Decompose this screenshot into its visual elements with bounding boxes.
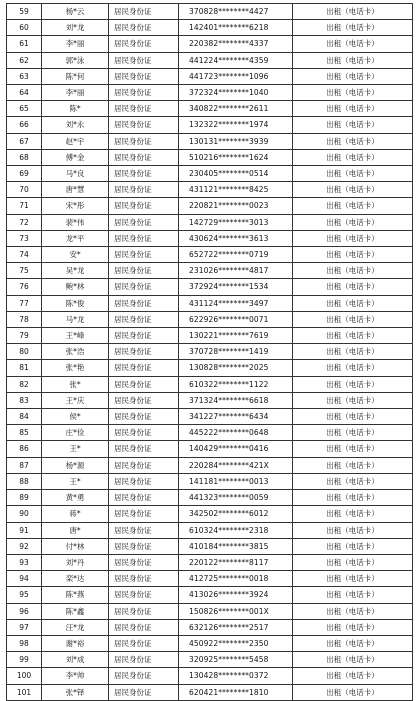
id-number-cell: 413026********3924 bbox=[179, 587, 293, 603]
table-row bbox=[7, 571, 413, 587]
name-cell: 陈*燕 bbox=[42, 587, 109, 603]
table-row bbox=[7, 166, 413, 182]
table-row bbox=[7, 344, 413, 360]
id-number-cell: 610324********2318 bbox=[179, 522, 293, 538]
name-cell: 裴*伟 bbox=[42, 214, 109, 230]
id-type-cell: 居民身份证 bbox=[109, 198, 179, 214]
name-cell: 傅*金 bbox=[42, 149, 109, 165]
row-number-cell: 75 bbox=[7, 263, 42, 279]
id-number-cell: 412725********0018 bbox=[179, 571, 293, 587]
table-row bbox=[7, 230, 413, 246]
table-row bbox=[7, 68, 413, 84]
table-body bbox=[7, 4, 413, 701]
id-number-cell: 142729********3013 bbox=[179, 214, 293, 230]
id-type-cell: 居民身份证 bbox=[109, 635, 179, 651]
id-number-cell: 220382********4337 bbox=[179, 36, 293, 52]
name-cell: 李*丽 bbox=[42, 85, 109, 101]
table-row bbox=[7, 36, 413, 52]
table-row bbox=[7, 263, 413, 279]
usage-cell: 出租（电话卡） bbox=[293, 457, 413, 473]
id-number-cell: 510216********1624 bbox=[179, 149, 293, 165]
id-number-cell: 230405********0514 bbox=[179, 166, 293, 182]
row-number-cell: 86 bbox=[7, 441, 42, 457]
name-cell: 王* bbox=[42, 473, 109, 489]
id-type-cell: 居民身份证 bbox=[109, 652, 179, 668]
usage-cell: 出租（电话卡） bbox=[293, 441, 413, 457]
name-cell: 杨*云 bbox=[42, 4, 109, 20]
name-cell: 吴*龙 bbox=[42, 263, 109, 279]
id-number-cell: 220284********421X bbox=[179, 457, 293, 473]
id-number-cell: 610322********1122 bbox=[179, 376, 293, 392]
id-type-cell: 居民身份证 bbox=[109, 619, 179, 635]
row-number-cell: 63 bbox=[7, 68, 42, 84]
table-row bbox=[7, 117, 413, 133]
usage-cell: 出租（电话卡） bbox=[293, 295, 413, 311]
table-row bbox=[7, 522, 413, 538]
usage-cell: 出租（电话卡） bbox=[293, 85, 413, 101]
row-number-cell: 70 bbox=[7, 182, 42, 198]
row-number-cell: 95 bbox=[7, 587, 42, 603]
usage-cell: 出租（电话卡） bbox=[293, 522, 413, 538]
id-type-cell: 居民身份证 bbox=[109, 20, 179, 36]
row-number-cell: 87 bbox=[7, 457, 42, 473]
row-number-cell: 85 bbox=[7, 425, 42, 441]
name-cell: 张*铎 bbox=[42, 684, 109, 700]
id-type-cell: 居民身份证 bbox=[109, 684, 179, 700]
usage-cell: 出租（电话卡） bbox=[293, 409, 413, 425]
row-number-cell: 66 bbox=[7, 117, 42, 133]
usage-cell: 出租（电话卡） bbox=[293, 133, 413, 149]
table-row bbox=[7, 101, 413, 117]
table-row bbox=[7, 392, 413, 408]
usage-cell: 出租（电话卡） bbox=[293, 230, 413, 246]
id-number-cell: 220821********0023 bbox=[179, 198, 293, 214]
id-type-cell: 居民身份证 bbox=[109, 247, 179, 263]
table-row bbox=[7, 360, 413, 376]
id-type-cell: 居民身份证 bbox=[109, 425, 179, 441]
id-number-cell: 142401********6218 bbox=[179, 20, 293, 36]
usage-cell: 出租（电话卡） bbox=[293, 214, 413, 230]
table-row bbox=[7, 85, 413, 101]
row-number-cell: 59 bbox=[7, 4, 42, 20]
usage-cell: 出租（电话卡） bbox=[293, 587, 413, 603]
row-number-cell: 65 bbox=[7, 101, 42, 117]
table-row bbox=[7, 441, 413, 457]
usage-cell: 出租（电话卡） bbox=[293, 311, 413, 327]
row-number-cell: 71 bbox=[7, 198, 42, 214]
name-cell: 刘*龙 bbox=[42, 20, 109, 36]
name-cell: 侯* bbox=[42, 409, 109, 425]
row-number-cell: 76 bbox=[7, 279, 42, 295]
row-number-cell: 94 bbox=[7, 571, 42, 587]
id-number-cell: 140429********0416 bbox=[179, 441, 293, 457]
name-cell: 马*良 bbox=[42, 166, 109, 182]
name-cell: 赵*宇 bbox=[42, 133, 109, 149]
row-number-cell: 61 bbox=[7, 36, 42, 52]
name-cell: 陈*何 bbox=[42, 68, 109, 84]
usage-cell: 出租（电话卡） bbox=[293, 376, 413, 392]
id-type-cell: 居民身份证 bbox=[109, 36, 179, 52]
table-row bbox=[7, 149, 413, 165]
usage-cell: 出租（电话卡） bbox=[293, 263, 413, 279]
name-cell: 陈*俊 bbox=[42, 295, 109, 311]
row-number-cell: 72 bbox=[7, 214, 42, 230]
id-number-cell: 445222********0648 bbox=[179, 425, 293, 441]
table-row bbox=[7, 619, 413, 635]
usage-cell: 出租（电话卡） bbox=[293, 490, 413, 506]
id-type-cell: 居民身份证 bbox=[109, 668, 179, 684]
id-number-cell: 130131********3939 bbox=[179, 133, 293, 149]
row-number-cell: 69 bbox=[7, 166, 42, 182]
table-row bbox=[7, 635, 413, 651]
name-cell: 张* bbox=[42, 376, 109, 392]
id-number-cell: 320925********5458 bbox=[179, 652, 293, 668]
usage-cell: 出租（电话卡） bbox=[293, 101, 413, 117]
id-number-cell: 431124********3497 bbox=[179, 295, 293, 311]
usage-cell: 出租（电话卡） bbox=[293, 52, 413, 68]
id-number-cell: 450922********2350 bbox=[179, 635, 293, 651]
row-number-cell: 96 bbox=[7, 603, 42, 619]
id-type-cell: 居民身份证 bbox=[109, 68, 179, 84]
id-number-cell: 340822********2611 bbox=[179, 101, 293, 117]
table-row bbox=[7, 409, 413, 425]
id-type-cell: 居民身份证 bbox=[109, 506, 179, 522]
id-type-cell: 居民身份证 bbox=[109, 587, 179, 603]
usage-cell: 出租（电话卡） bbox=[293, 684, 413, 700]
id-number-cell: 410184********3815 bbox=[179, 538, 293, 554]
row-number-cell: 98 bbox=[7, 635, 42, 651]
usage-cell: 出租（电话卡） bbox=[293, 344, 413, 360]
name-cell: 谢*裕 bbox=[42, 635, 109, 651]
id-type-cell: 居民身份证 bbox=[109, 230, 179, 246]
usage-cell: 出租（电话卡） bbox=[293, 538, 413, 554]
id-type-cell: 居民身份证 bbox=[109, 166, 179, 182]
id-number-cell: 130221********7619 bbox=[179, 328, 293, 344]
usage-cell: 出租（电话卡） bbox=[293, 182, 413, 198]
usage-cell: 出租（电话卡） bbox=[293, 571, 413, 587]
id-type-cell: 居民身份证 bbox=[109, 133, 179, 149]
id-number-cell: 141181********0013 bbox=[179, 473, 293, 489]
id-number-cell: 652722********0719 bbox=[179, 247, 293, 263]
id-number-cell: 431121********8425 bbox=[179, 182, 293, 198]
id-type-cell: 居民身份证 bbox=[109, 295, 179, 311]
id-number-cell: 342502********6012 bbox=[179, 506, 293, 522]
name-cell: 栾*达 bbox=[42, 571, 109, 587]
usage-cell: 出租（电话卡） bbox=[293, 425, 413, 441]
usage-cell: 出租（电话卡） bbox=[293, 198, 413, 214]
table-row bbox=[7, 279, 413, 295]
usage-cell: 出租（电话卡） bbox=[293, 247, 413, 263]
id-type-cell: 居民身份证 bbox=[109, 344, 179, 360]
name-cell: 王* bbox=[42, 441, 109, 457]
id-type-cell: 居民身份证 bbox=[109, 85, 179, 101]
id-type-cell: 居民身份证 bbox=[109, 457, 179, 473]
table-row bbox=[7, 20, 413, 36]
table-row bbox=[7, 295, 413, 311]
usage-cell: 出租（电话卡） bbox=[293, 360, 413, 376]
usage-cell: 出租（电话卡） bbox=[293, 20, 413, 36]
id-type-cell: 居民身份证 bbox=[109, 328, 179, 344]
name-cell: 安* bbox=[42, 247, 109, 263]
name-cell: 陈*鑫 bbox=[42, 603, 109, 619]
row-number-cell: 97 bbox=[7, 619, 42, 635]
usage-cell: 出租（电话卡） bbox=[293, 166, 413, 182]
id-number-cell: 622926********0071 bbox=[179, 311, 293, 327]
usage-cell: 出租（电话卡） bbox=[293, 279, 413, 295]
name-cell: 张*艳 bbox=[42, 360, 109, 376]
row-number-cell: 74 bbox=[7, 247, 42, 263]
table-row bbox=[7, 376, 413, 392]
id-type-cell: 居民身份证 bbox=[109, 441, 179, 457]
usage-cell: 出租（电话卡） bbox=[293, 619, 413, 635]
table-row bbox=[7, 52, 413, 68]
id-type-cell: 居民身份证 bbox=[109, 571, 179, 587]
table-row bbox=[7, 668, 413, 684]
table-row bbox=[7, 425, 413, 441]
id-number-cell: 220122********8117 bbox=[179, 554, 293, 570]
table-row bbox=[7, 506, 413, 522]
name-cell: 刘*丹 bbox=[42, 554, 109, 570]
name-cell: 龙*平 bbox=[42, 230, 109, 246]
table-row bbox=[7, 247, 413, 263]
usage-cell: 出租（电话卡） bbox=[293, 68, 413, 84]
id-number-cell: 441224********4359 bbox=[179, 52, 293, 68]
name-cell: 唐* bbox=[42, 522, 109, 538]
row-number-cell: 88 bbox=[7, 473, 42, 489]
row-number-cell: 79 bbox=[7, 328, 42, 344]
table-row bbox=[7, 684, 413, 700]
id-type-cell: 居民身份证 bbox=[109, 279, 179, 295]
name-cell: 李*丽 bbox=[42, 36, 109, 52]
id-type-cell: 居民身份证 bbox=[109, 52, 179, 68]
id-number-cell: 430624********3613 bbox=[179, 230, 293, 246]
row-number-cell: 101 bbox=[7, 684, 42, 700]
usage-cell: 出租（电话卡） bbox=[293, 117, 413, 133]
name-cell: 黄*勇 bbox=[42, 490, 109, 506]
usage-cell: 出租（电话卡） bbox=[293, 392, 413, 408]
id-number-cell: 150826********001X bbox=[179, 603, 293, 619]
row-number-cell: 80 bbox=[7, 344, 42, 360]
usage-cell: 出租（电话卡） bbox=[293, 554, 413, 570]
id-type-cell: 居民身份证 bbox=[109, 409, 179, 425]
usage-cell: 出租（电话卡） bbox=[293, 506, 413, 522]
id-type-cell: 居民身份证 bbox=[109, 182, 179, 198]
name-cell: 刘*成 bbox=[42, 652, 109, 668]
row-number-cell: 77 bbox=[7, 295, 42, 311]
row-number-cell: 64 bbox=[7, 85, 42, 101]
usage-cell: 出租（电话卡） bbox=[293, 149, 413, 165]
table-row bbox=[7, 473, 413, 489]
usage-cell: 出租（电话卡） bbox=[293, 473, 413, 489]
row-number-cell: 60 bbox=[7, 20, 42, 36]
table-row bbox=[7, 198, 413, 214]
table-row bbox=[7, 538, 413, 554]
id-type-cell: 居民身份证 bbox=[109, 360, 179, 376]
id-number-cell: 372324********1040 bbox=[179, 85, 293, 101]
id-number-cell: 371324********6618 bbox=[179, 392, 293, 408]
table-row bbox=[7, 587, 413, 603]
row-number-cell: 78 bbox=[7, 311, 42, 327]
table-row bbox=[7, 490, 413, 506]
table-row bbox=[7, 457, 413, 473]
row-number-cell: 92 bbox=[7, 538, 42, 554]
id-number-cell: 132322********1974 bbox=[179, 117, 293, 133]
table-row bbox=[7, 328, 413, 344]
id-number-cell: 620421********1810 bbox=[179, 684, 293, 700]
table-row bbox=[7, 133, 413, 149]
row-number-cell: 73 bbox=[7, 230, 42, 246]
name-cell: 付*林 bbox=[42, 538, 109, 554]
card-rental-table bbox=[6, 3, 413, 701]
id-number-cell: 441323********0059 bbox=[179, 490, 293, 506]
name-cell: 马*龙 bbox=[42, 311, 109, 327]
name-cell: 陈* bbox=[42, 101, 109, 117]
name-cell: 蒋* bbox=[42, 506, 109, 522]
id-number-cell: 130428********0372 bbox=[179, 668, 293, 684]
id-number-cell: 632126********2517 bbox=[179, 619, 293, 635]
row-number-cell: 62 bbox=[7, 52, 42, 68]
id-type-cell: 居民身份证 bbox=[109, 149, 179, 165]
name-cell: 刘*永 bbox=[42, 117, 109, 133]
id-number-cell: 372924********1534 bbox=[179, 279, 293, 295]
usage-cell: 出租（电话卡） bbox=[293, 4, 413, 20]
id-type-cell: 居民身份证 bbox=[109, 522, 179, 538]
name-cell: 李*帅 bbox=[42, 668, 109, 684]
usage-cell: 出租（电话卡） bbox=[293, 36, 413, 52]
id-number-cell: 130828********2025 bbox=[179, 360, 293, 376]
id-type-cell: 居民身份证 bbox=[109, 392, 179, 408]
table-row bbox=[7, 652, 413, 668]
name-cell: 汪*龙 bbox=[42, 619, 109, 635]
name-cell: 张*浩 bbox=[42, 344, 109, 360]
id-number-cell: 370828********4427 bbox=[179, 4, 293, 20]
name-cell: 鲍*林 bbox=[42, 279, 109, 295]
id-type-cell: 居民身份证 bbox=[109, 603, 179, 619]
id-type-cell: 居民身份证 bbox=[109, 376, 179, 392]
id-type-cell: 居民身份证 bbox=[109, 214, 179, 230]
usage-cell: 出租（电话卡） bbox=[293, 635, 413, 651]
row-number-cell: 99 bbox=[7, 652, 42, 668]
id-number-cell: 441723********1096 bbox=[179, 68, 293, 84]
id-type-cell: 居民身份证 bbox=[109, 101, 179, 117]
table-row bbox=[7, 603, 413, 619]
row-number-cell: 67 bbox=[7, 133, 42, 149]
row-number-cell: 81 bbox=[7, 360, 42, 376]
row-number-cell: 100 bbox=[7, 668, 42, 684]
row-number-cell: 68 bbox=[7, 149, 42, 165]
table-row bbox=[7, 214, 413, 230]
name-cell: 宋*彤 bbox=[42, 198, 109, 214]
usage-cell: 出租（电话卡） bbox=[293, 668, 413, 684]
id-number-cell: 231026********4817 bbox=[179, 263, 293, 279]
row-number-cell: 83 bbox=[7, 392, 42, 408]
id-type-cell: 居民身份证 bbox=[109, 311, 179, 327]
id-type-cell: 居民身份证 bbox=[109, 554, 179, 570]
name-cell: 杨*源 bbox=[42, 457, 109, 473]
row-number-cell: 91 bbox=[7, 522, 42, 538]
row-number-cell: 82 bbox=[7, 376, 42, 392]
table-row bbox=[7, 4, 413, 20]
row-number-cell: 89 bbox=[7, 490, 42, 506]
row-number-cell: 93 bbox=[7, 554, 42, 570]
usage-cell: 出租（电话卡） bbox=[293, 652, 413, 668]
table-row bbox=[7, 311, 413, 327]
table-row bbox=[7, 182, 413, 198]
id-type-cell: 居民身份证 bbox=[109, 117, 179, 133]
row-number-cell: 84 bbox=[7, 409, 42, 425]
record-sheet bbox=[6, 3, 412, 701]
id-number-cell: 341227********6434 bbox=[179, 409, 293, 425]
name-cell: 唐*慧 bbox=[42, 182, 109, 198]
usage-cell: 出租（电话卡） bbox=[293, 328, 413, 344]
id-type-cell: 居民身份证 bbox=[109, 473, 179, 489]
name-cell: 郭*泳 bbox=[42, 52, 109, 68]
name-cell: 庄*俭 bbox=[42, 425, 109, 441]
id-type-cell: 居民身份证 bbox=[109, 263, 179, 279]
id-type-cell: 居民身份证 bbox=[109, 490, 179, 506]
usage-cell: 出租（电话卡） bbox=[293, 603, 413, 619]
id-number-cell: 370728********1419 bbox=[179, 344, 293, 360]
table-row bbox=[7, 554, 413, 570]
id-type-cell: 居民身份证 bbox=[109, 538, 179, 554]
id-type-cell: 居民身份证 bbox=[109, 4, 179, 20]
name-cell: 王*峰 bbox=[42, 328, 109, 344]
row-number-cell: 90 bbox=[7, 506, 42, 522]
name-cell: 王*庆 bbox=[42, 392, 109, 408]
